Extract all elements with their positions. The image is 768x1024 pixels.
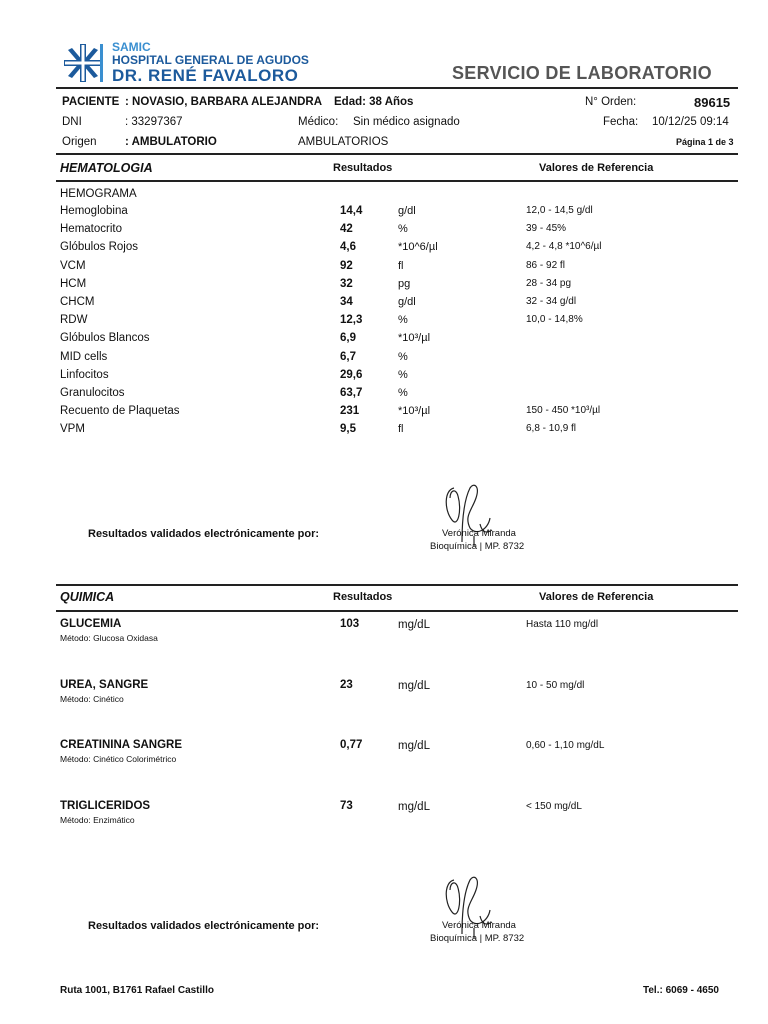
test-result: 231: [340, 405, 360, 418]
test-name: Glóbulos Blancos: [60, 332, 150, 345]
test-result: 63,7: [340, 387, 363, 399]
test-name: Linfocitos: [60, 368, 109, 381]
test-result: 92: [340, 259, 353, 272]
orden-label: N° Orden:: [585, 96, 637, 108]
paciente-label: PACIENTE: [62, 96, 120, 108]
footer-phone: Tel.: 6069 - 4650: [643, 985, 719, 996]
test-result: 4,6: [340, 241, 356, 254]
test-name: VCM: [60, 259, 86, 272]
test-reference: 12,0 - 14,5 g/dl: [526, 205, 593, 216]
test-unit: fl: [398, 259, 404, 272]
quimica-title: QUIMICA: [60, 590, 115, 604]
test-reference: < 150 mg/dL: [526, 800, 582, 812]
orden-value: 89615: [694, 95, 731, 110]
quimica-signer-name: Verónica Miranda: [442, 920, 516, 931]
test-unit: mg/dL: [398, 679, 430, 692]
test-reference: 32 - 34 g/dl: [526, 296, 577, 307]
test-unit: mg/dL: [398, 740, 430, 752]
test-unit: mg/dL: [398, 800, 430, 813]
test-unit: pg: [398, 277, 411, 290]
test-name: CREATININA SANGRE: [60, 739, 183, 751]
quimica-signer-title: Bioquímica | MP. 8732: [430, 933, 525, 944]
test-unit: *10³/µl: [398, 405, 431, 418]
test-reference: 6,8 - 10,9 fl: [526, 423, 577, 435]
table-row: [0, 314, 768, 332]
test-unit: %: [398, 350, 408, 363]
test-unit: g/dl: [398, 296, 416, 308]
test-result: 29,6: [340, 368, 363, 381]
hospital-logo-icon: [60, 42, 106, 84]
test-name: Recuento de Plaquetas: [60, 405, 180, 418]
test-reference: 28 - 34 pg: [526, 277, 572, 289]
test-reference: Hasta 110 mg/dl: [526, 619, 599, 630]
test-unit: g/dl: [398, 205, 416, 217]
table-row: [0, 800, 768, 830]
quimica-signature-icon: [440, 872, 520, 942]
test-name: MID cells: [60, 350, 108, 363]
table-row: [0, 296, 768, 314]
fecha-value: 10/12/25 09:14: [652, 116, 729, 128]
test-result: 12,3: [340, 314, 363, 327]
test-name: CHCM: [60, 296, 95, 308]
signer-title: Bioquímica | MP. 8732: [430, 541, 525, 552]
table-row: [0, 618, 768, 648]
test-name: TRIGLICERIDOS: [60, 799, 151, 812]
origen-extra: AMBULATORIOS: [298, 136, 389, 148]
table-row: [0, 241, 768, 259]
validated-label: Resultados validados electrónicamente por:: [88, 528, 320, 540]
table-row: [0, 679, 768, 709]
origen-label: Origen: [62, 136, 97, 148]
test-unit: %: [398, 368, 408, 381]
test-name: Glóbulos Rojos: [60, 241, 138, 254]
reference-column-header: Valores de Referencia: [539, 162, 654, 174]
table-row: [0, 278, 768, 296]
quimica-validated-label: Resultados validados electrónicamente por:: [88, 920, 320, 932]
test-reference: 10 - 50 mg/dl: [526, 679, 585, 691]
page-number: Página 1 de 3: [676, 137, 734, 147]
test-result: 6,9: [340, 332, 356, 345]
signer-name: Verónica Miranda: [442, 528, 516, 539]
test-name: Granulocitos: [60, 387, 125, 399]
test-method: Método: Cinético Colorimétrico: [60, 754, 177, 764]
test-reference: 86 - 92 fl: [526, 259, 565, 271]
test-unit: *10^6/µl: [398, 241, 438, 254]
test-result: 103: [340, 618, 360, 630]
footer-address: Ruta 1001, B1761 Rafael Castillo: [60, 985, 214, 996]
test-unit: *10³/µl: [398, 332, 431, 345]
test-unit: %: [398, 387, 408, 399]
table-row: [0, 205, 768, 223]
test-reference: 39 - 45%: [526, 223, 567, 235]
patient-divider: [56, 153, 738, 155]
test-unit: %: [398, 223, 408, 236]
test-unit: mg/dL: [398, 619, 430, 631]
test-result: 32: [340, 277, 353, 290]
test-name: RDW: [60, 314, 88, 327]
test-result: 23: [340, 678, 353, 691]
header-divider: [56, 87, 738, 89]
hospital-name-line1: HOSPITAL GENERAL DE AGUDOS: [112, 53, 309, 67]
test-unit: %: [398, 314, 408, 327]
table-row: [0, 332, 768, 350]
quimica-results-header: Resultados: [333, 591, 393, 603]
table-row: [0, 739, 768, 769]
test-reference: 150 - 450 *10³/µl: [526, 405, 601, 417]
table-row: [0, 387, 768, 405]
table-row: [0, 260, 768, 278]
medico-label: Médico:: [298, 116, 339, 128]
table-row: [0, 405, 768, 423]
test-result: 6,7: [340, 350, 356, 363]
quimica-reference-header: Valores de Referencia: [539, 591, 654, 603]
table-row: [0, 223, 768, 241]
test-name: VPM: [60, 423, 85, 436]
samic-label: SAMIC: [112, 40, 151, 54]
dni-label: DNI: [62, 116, 82, 128]
test-name: Hemoglobina: [60, 205, 128, 217]
test-reference: 4,2 - 4,8 *10^6/µl: [526, 241, 602, 253]
section-divider: [56, 584, 738, 586]
test-reference: 0,60 - 1,10 mg/dL: [526, 740, 605, 751]
test-name: UREA, SANGRE: [60, 678, 149, 691]
test-method: Método: Glucosa Oxidasa: [60, 633, 158, 643]
table-row: [0, 369, 768, 387]
test-method: Método: Enzimático: [60, 814, 135, 825]
edad: Edad: 38 Años: [334, 96, 414, 108]
service-title: SERVICIO DE LABORATORIO: [452, 63, 712, 83]
test-result: 0,77: [340, 739, 363, 751]
table-row: [0, 423, 768, 441]
test-result: 73: [340, 799, 353, 812]
hospital-name-line2: DR. RENÉ FAVALORO: [112, 66, 299, 85]
test-reference: 10,0 - 14,8%: [526, 314, 583, 326]
test-result: 9,5: [340, 423, 356, 436]
paciente-value: : NOVASIO, BARBARA ALEJANDRA: [125, 96, 322, 108]
hemograma-subtitle: HEMOGRAMA: [60, 188, 137, 200]
medico-value: Sin médico asignado: [353, 116, 460, 128]
hematologia-divider: [56, 180, 738, 182]
test-unit: fl: [398, 423, 404, 436]
test-result: 42: [340, 223, 353, 236]
test-result: 14,4: [340, 205, 363, 217]
test-result: 34: [340, 296, 353, 308]
test-name: Hematocrito: [60, 223, 122, 236]
origen-value: : AMBULATORIO: [125, 136, 217, 148]
quimica-divider: [56, 610, 738, 612]
test-method: Método: Cinético: [60, 693, 124, 704]
results-column-header: Resultados: [333, 162, 393, 174]
test-name: GLUCEMIA: [60, 618, 122, 630]
test-name: HCM: [60, 277, 87, 290]
fecha-label: Fecha:: [603, 116, 639, 128]
dni-value: : 33297367: [125, 116, 183, 128]
hematologia-title: HEMATOLOGIA: [60, 161, 153, 175]
table-row: [0, 351, 768, 369]
signature-icon: [440, 480, 520, 550]
